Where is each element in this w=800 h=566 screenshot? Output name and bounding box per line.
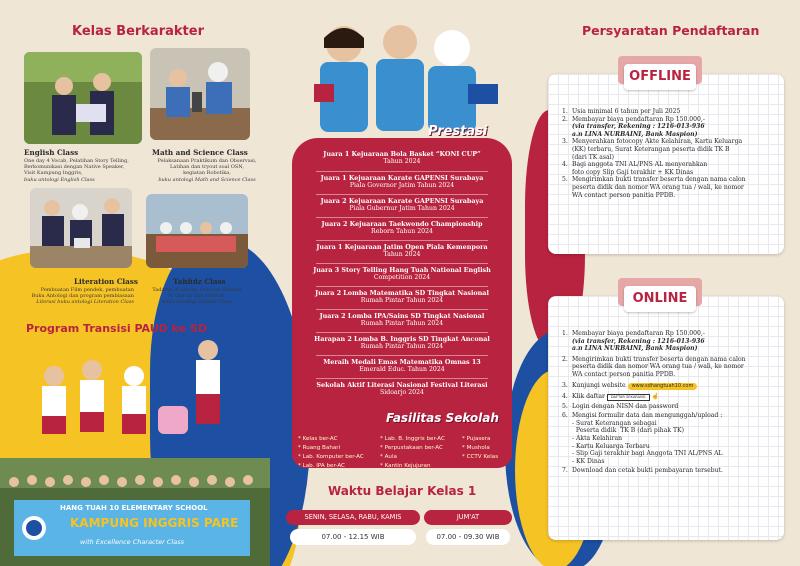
achievement-divider xyxy=(316,286,488,287)
req-text: Usia minimal 6 tahun per Juli 2025 xyxy=(572,108,681,115)
req-number: 2. xyxy=(562,115,568,123)
literation-desc-line: Pembuatan Film pendek, pembuatan xyxy=(40,287,134,293)
prestasi-title: Prestasi xyxy=(428,124,488,139)
facility-item: * Lab. B. Inggris ber-AC xyxy=(380,436,445,442)
paud-kids-photo xyxy=(30,340,230,450)
achievement-item xyxy=(296,266,508,281)
achievement-detail: Sidoarjo 2024 xyxy=(380,389,424,396)
tahfidz-photo xyxy=(146,194,248,268)
req-transfer-info: (via transfer, Rekening : 1216-013-936 xyxy=(572,337,705,345)
achievement-divider xyxy=(316,171,488,172)
achievement-item xyxy=(296,358,508,373)
achievement-divider xyxy=(316,217,488,218)
req-text: Mengisi formulir data dan mengunggah/upload : xyxy=(572,412,723,420)
achievement-detail: Rumah Pintar Tahun 2024 xyxy=(360,320,444,327)
achievement-detail: Competition 2024 xyxy=(373,274,431,281)
req-number: 4. xyxy=(562,161,568,169)
req-transfer-info: a.n LINA NURBAINI, Bank Maspion) xyxy=(572,345,698,353)
req-text: Mengirimkan bukti transfer beserta dengan nama calon xyxy=(572,176,746,184)
tahfidz-desc-line: Tadarus Al Quran, Setoran Hafalan xyxy=(152,287,242,293)
english-class-desc xyxy=(24,158,144,183)
achievement-item xyxy=(296,174,508,189)
achievement-divider xyxy=(316,240,488,241)
req-text: (dari TK asal) xyxy=(572,153,614,161)
achievement-title: Meraih Medali Emas Matematika Omnas 13 xyxy=(323,358,481,366)
req-text: (KK) terbaru, Surat Keterangan peserta didik TK B xyxy=(572,145,730,153)
req-text: - KK Dinas xyxy=(572,457,605,465)
offline-req-item xyxy=(562,138,778,161)
english-desc-line: buku antologi English Class xyxy=(24,176,95,183)
achievement-item xyxy=(296,220,508,235)
offline-req-item xyxy=(562,176,778,199)
req-number: 4. xyxy=(562,392,568,400)
facility-item: * Perpustakaan ber-AC xyxy=(380,445,443,451)
achievement-detail: Piala Gubernur Jatim Tahun 2024 xyxy=(349,205,455,212)
schedule-time-pill: 07.00 - 12.15 WIB xyxy=(290,529,416,545)
req-number: 3. xyxy=(562,381,568,389)
english-class-photo xyxy=(24,52,142,144)
schedule-days-pill: JUM'AT xyxy=(424,510,512,525)
achievement-detail: Tahun 2024 xyxy=(383,158,421,165)
math-science-illustration xyxy=(150,48,250,140)
facility-item: * Lab. IPA ber-AC xyxy=(298,463,345,469)
req-text: Mengirimkan bukti transfer beserta dengan nama calon xyxy=(572,355,746,363)
schedule-days-pill: SENIN, SELASA, RABU, KAMIS xyxy=(286,510,420,525)
achievement-item xyxy=(296,335,508,350)
achievement-title: Harapan 2 Lomba B. Inggris SD Tingkat Anconal xyxy=(314,335,490,343)
online-req-item xyxy=(562,412,778,465)
achievement-detail: Rumah Pintar Tahun 2024 xyxy=(360,297,444,304)
offline-tab-label: OFFLINE xyxy=(624,64,696,90)
achievement-title: Juara 2 Lomba IPA/Sains SD Tingkat Nasional xyxy=(319,312,485,320)
offline-req-item xyxy=(562,116,778,139)
online-req-item xyxy=(562,330,778,353)
online-req-item xyxy=(562,382,778,390)
offline-req-item xyxy=(562,108,778,116)
online-tab-label: ONLINE xyxy=(624,286,696,312)
math-science-desc xyxy=(148,158,266,183)
req-text: WA contact person panitia PPDB. xyxy=(572,191,676,199)
req-text: Kunjungi website xyxy=(572,381,626,389)
achievement-item xyxy=(296,312,508,327)
achievement-title: Juara 2 Kejuaraan Karate GAPENSI Surabaya xyxy=(320,197,484,205)
facility-item: * Mushola xyxy=(462,445,490,451)
req-text: WA contact person panitia PPDB. xyxy=(572,370,676,378)
persyaratan-title: Persyaratan Pendaftaran xyxy=(582,23,760,38)
group-photo xyxy=(0,458,270,566)
req-text: - Kartu Keluarga Terbaru xyxy=(572,442,650,450)
banner-line-3: with Excellence Character Class xyxy=(80,538,185,546)
achievement-divider xyxy=(316,332,488,333)
waktu-belajar-title: Waktu Belajar Kelas 1 xyxy=(328,484,477,498)
facility-item: * Aula xyxy=(380,454,397,460)
facility-item: * CCTV Kelas xyxy=(462,454,499,460)
req-number: 1. xyxy=(562,108,568,115)
online-requirements-list xyxy=(562,330,778,475)
tahfidz-desc-line: Al Qur'an dan Hadrah, xyxy=(168,293,226,300)
achievement-title: Juara 1 Kejuaraan Karate GAPENSI Surabaya xyxy=(320,174,484,182)
online-req-item xyxy=(562,393,778,401)
req-transfer-info: a.n LINA NURBAINI, Bank Maspion) xyxy=(572,130,698,138)
cursor-hand-icon: ☝ xyxy=(651,392,660,400)
achievement-divider xyxy=(316,309,488,310)
req-number: 5. xyxy=(562,402,568,410)
req-text: peserta didik dan nomor WA orang tua / wali, ke nomor xyxy=(572,363,744,371)
literation-class-desc xyxy=(12,287,134,306)
kelas-berkarakter-title: Kelas Berkarakter xyxy=(72,24,204,39)
req-text: Peserta didik TK B (dari pihak TK) xyxy=(572,427,684,435)
english-class-illustration xyxy=(24,52,142,144)
req-text: Membayar biaya pendaftaran Rp 150.000,- xyxy=(572,115,705,123)
req-text: Klik daftar xyxy=(572,392,605,400)
paud-program-title: Program Transisi PAUD ke SD xyxy=(26,322,207,335)
achievement-item xyxy=(296,197,508,212)
math-desc-line: buku antologi Math and Science Class xyxy=(158,176,256,183)
tahfidz-class-title: Tahfidz Class xyxy=(173,277,226,286)
website-link[interactable]: www.sdhangtuah10.com xyxy=(628,383,698,390)
achievement-divider xyxy=(316,378,488,379)
achievement-title: Juara 1 Kejuaraan Jatim Open Piala Kemenpora xyxy=(316,243,488,251)
achievement-detail: Piala Governor Jatim Tahun 2024 xyxy=(349,182,455,189)
req-text: - Surat Keterangan sebagai xyxy=(572,419,657,427)
req-number: 7. xyxy=(562,467,568,475)
banner-line-1: HANG TUAH 10 ELEMENTARY SCHOOL xyxy=(60,504,208,512)
offline-req-item xyxy=(562,161,778,176)
online-req-item xyxy=(562,467,778,475)
banner-line-2: KAMPUNG INGGRIS PARE xyxy=(70,516,239,530)
facility-item: * Pujasera xyxy=(462,436,491,442)
req-text: Login dengan NISN dan password xyxy=(572,402,679,410)
achievement-detail: Reborn Tahun 2024 xyxy=(371,228,433,235)
tahfidz-desc-line: buku antologi Tahfidz Class xyxy=(162,299,232,306)
achievement-divider xyxy=(316,355,488,356)
achievement-detail: Rumah Pintar Tahun 2024 xyxy=(360,343,444,350)
req-text: Menyerahkan fotocopy Akte Kelahiran, Kartu Keluarga xyxy=(572,138,743,146)
req-text: Download dan cetak bukti pembayaran tersebut. xyxy=(572,467,723,475)
achievement-item xyxy=(296,289,508,304)
req-number: 2. xyxy=(562,355,568,363)
achievement-title: Juara 2 Lomba Matematika SD Tingkat Nasional xyxy=(315,289,489,297)
english-desc-line: Berkomunikasi dengan Native Speaker, xyxy=(24,164,125,171)
facility-item: * Lab. Komputer ber-AC xyxy=(298,454,364,460)
req-text: - Akta Kelahiran xyxy=(572,434,623,442)
req-number: 5. xyxy=(562,176,568,184)
math-desc-line: Pelaksanaan Praktikum dan Observasi, xyxy=(157,158,257,164)
english-desc-line: One day 4 Vocab, Pelatihan Story Telling, xyxy=(24,158,129,164)
achievement-item xyxy=(296,381,508,396)
achievement-divider xyxy=(316,194,488,195)
literation-class-title: Literation Class xyxy=(74,277,138,286)
req-text: Bagi anggota TNI AL/PNS AL menyerahkan xyxy=(572,161,708,169)
literation-photo xyxy=(30,188,132,268)
online-req-item xyxy=(562,356,778,379)
req-text: - Slip Gaji terakhir bagi Anggota TNI AL/PNS AL xyxy=(572,450,723,458)
achievement-item xyxy=(296,150,508,165)
schedule-time-pill: 07.00 - 09.30 WIB xyxy=(426,529,510,545)
fasilitas-title: Fasilitas Sekolah xyxy=(386,411,499,425)
achievement-title: Juara 1 Kejuaraan Bola Basket “KONI CUP” xyxy=(323,150,481,158)
group-photo-illustration xyxy=(0,458,270,566)
literation-illustration xyxy=(30,188,132,268)
tahfidz-class-desc xyxy=(146,287,248,306)
achievement-detail: Emerald Educ. Tahun 2024 xyxy=(359,366,445,373)
achievement-title: Juara 2 Kejuaraan Taekwondo Championship xyxy=(321,220,483,228)
req-number: 3. xyxy=(562,138,568,146)
paud-kids-illustration xyxy=(30,340,230,450)
math-science-title: Math and Science Class xyxy=(152,148,248,157)
req-text: Membayar biaya pendaftaran Rp 150.000,- xyxy=(572,330,705,337)
math-science-photo xyxy=(150,48,250,140)
achievement-title: Sekolah Aktif Literasi Nasional Festival Literasi xyxy=(316,381,488,389)
offline-requirements-list xyxy=(562,108,778,199)
literation-desc-line: Literasi buku antologi Literation Class xyxy=(36,299,134,306)
facility-item: * Kantin Kejujuran xyxy=(380,463,431,469)
english-class-title: English Class xyxy=(24,148,79,157)
achievement-detail: Tahun 2024 xyxy=(383,251,421,258)
math-desc-line: Latihan dan tryout soal OSN, xyxy=(170,164,244,171)
daftar-sekarang-button[interactable]: DAFTAR SEKARANG xyxy=(607,394,650,401)
req-number: 6. xyxy=(562,412,568,420)
achievement-divider xyxy=(316,263,488,264)
achievement-item xyxy=(296,243,508,258)
req-number: 1. xyxy=(562,330,568,337)
req-transfer-info: (via transfer, Rekening : 1216-013-936 xyxy=(572,123,705,131)
left-panel xyxy=(0,0,270,566)
req-text: peserta didik dan nomor WA orang tua / wali, ke nomor xyxy=(572,183,744,191)
online-req-item xyxy=(562,403,778,411)
english-desc-line: Visit Kampung Inggris, xyxy=(24,170,83,177)
req-text: foto copy Slip Gaji terakhir + KK Dinas xyxy=(572,168,694,176)
math-desc-line: kegiatan Robotika, xyxy=(183,170,231,177)
facility-item: * Kelas ber-AC xyxy=(298,436,338,442)
tahfidz-illustration xyxy=(146,194,248,268)
achievement-title: Juara 3 Story Telling Hang Tuah National English xyxy=(313,266,491,274)
literation-desc-line: Buku Antologi dan program pembiasaan xyxy=(31,293,134,300)
facility-item: * Ruang Bahari xyxy=(298,445,341,451)
